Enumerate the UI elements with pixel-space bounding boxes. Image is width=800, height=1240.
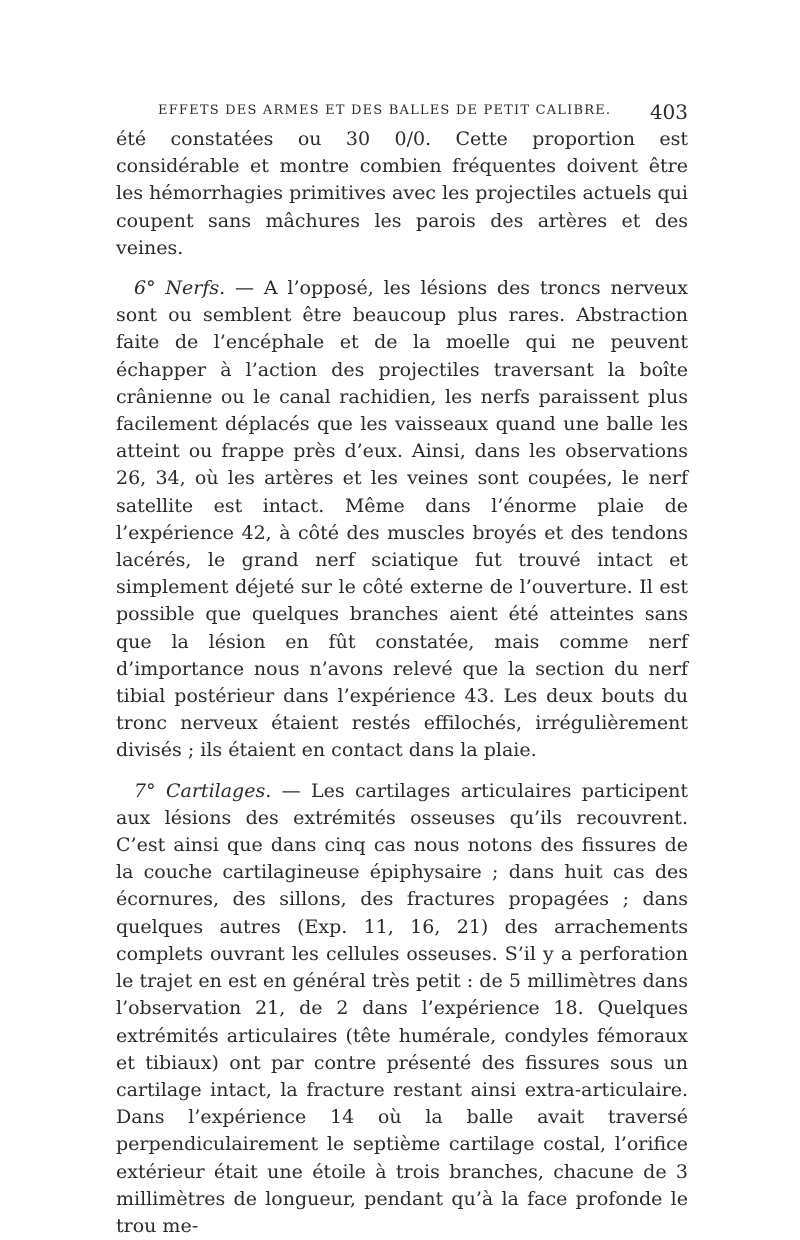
running-head — [116, 100, 688, 126]
section-label-nerfs: 6° Nerfs. — [134, 277, 226, 300]
paragraph-arteries-continuation — [116, 126, 688, 262]
running-title: EFFETS DES ARMES ET DES BALLES DE PETIT CALIBRE. — [158, 103, 612, 118]
paragraph-nerfs — [116, 275, 688, 765]
paragraph-cartilages — [116, 778, 688, 1240]
section-label-cartilages: 7° Cartilages. — [134, 779, 272, 802]
paragraph-text: — Les cartilages articulaires participent aux lésions des extrémités osseuses qu’ils recouvrent. C’est ainsi que dans cinq cas nous notons des fissures de la couche cartilagineuse épiphysaire ; dans huit cas des écornures, des sillons, des fractures propagées ; dans quelques autres (Exp. 11, 16, 21) des arrachements complets ouvrant les cellules osseuses. S’il y a perforation le trajet en est en général très petit : de 5 millimètres dans l’observation 21, de 2 dans l’expérience 18. Quelques extrémités articulaires (tête humérale, condyles fémoraux et tibiaux) ont par contre présenté des fissures sous un cartilage intact, la fracture restant ainsi extra-articulaire. Dans l’expérience 14 où la balle avait traversé perpendiculairement le septième cartilage costal, l’orifice extérieur était une étoile à trois branches, chacune de 3 millimètres de longueur, pendant qu’à la face profonde le trou me- — [116, 779, 688, 1237]
paragraph-text: été constatées ou 30 0/0. Cette proportion est considérable et montre combien fréquentes doivent être les hémorrhagies primitives avec les projectiles actuels qui coupent sans mâchures les parois des artères et des veines. — [116, 128, 688, 259]
paragraph-text: — A l’opposé, les lésions des troncs nerveux sont ou semblent être beaucoup plus rares. Abstraction faite de l’encéphale et de la moelle qui ne peuvent échapper à l’action des projectiles traversant la boîte crânienne ou le canal rachidien, les nerfs paraissent plus facilement déplacés que les vaisseaux quand une balle les atteint ou frappe près d’eux. Ainsi, dans les observations 26, 34, où les artères et les veines sont coupées, le nerf satellite est intact. Même dans l’énorme plaie de l’expérience 42, à côté des muscles broyés et des tendons lacérés, le grand nerf sciatique fut trouvé intact et simplement déjeté sur le côté externe de l’ouverture. Il est possible que quelques branches aient été atteintes sans que la lésion en fût constatée, mais comme nerf d’importance nous n’avons relevé que la section du nerf tibial postérieur dans l’expérience 43. Les deux bouts du tronc nerveux étaient restés effilochés, irrégulièrement divisés ; ils étaient en contact dans la plaie. — [116, 277, 688, 762]
body-text — [116, 126, 688, 1240]
page-number: 403 — [649, 100, 688, 124]
